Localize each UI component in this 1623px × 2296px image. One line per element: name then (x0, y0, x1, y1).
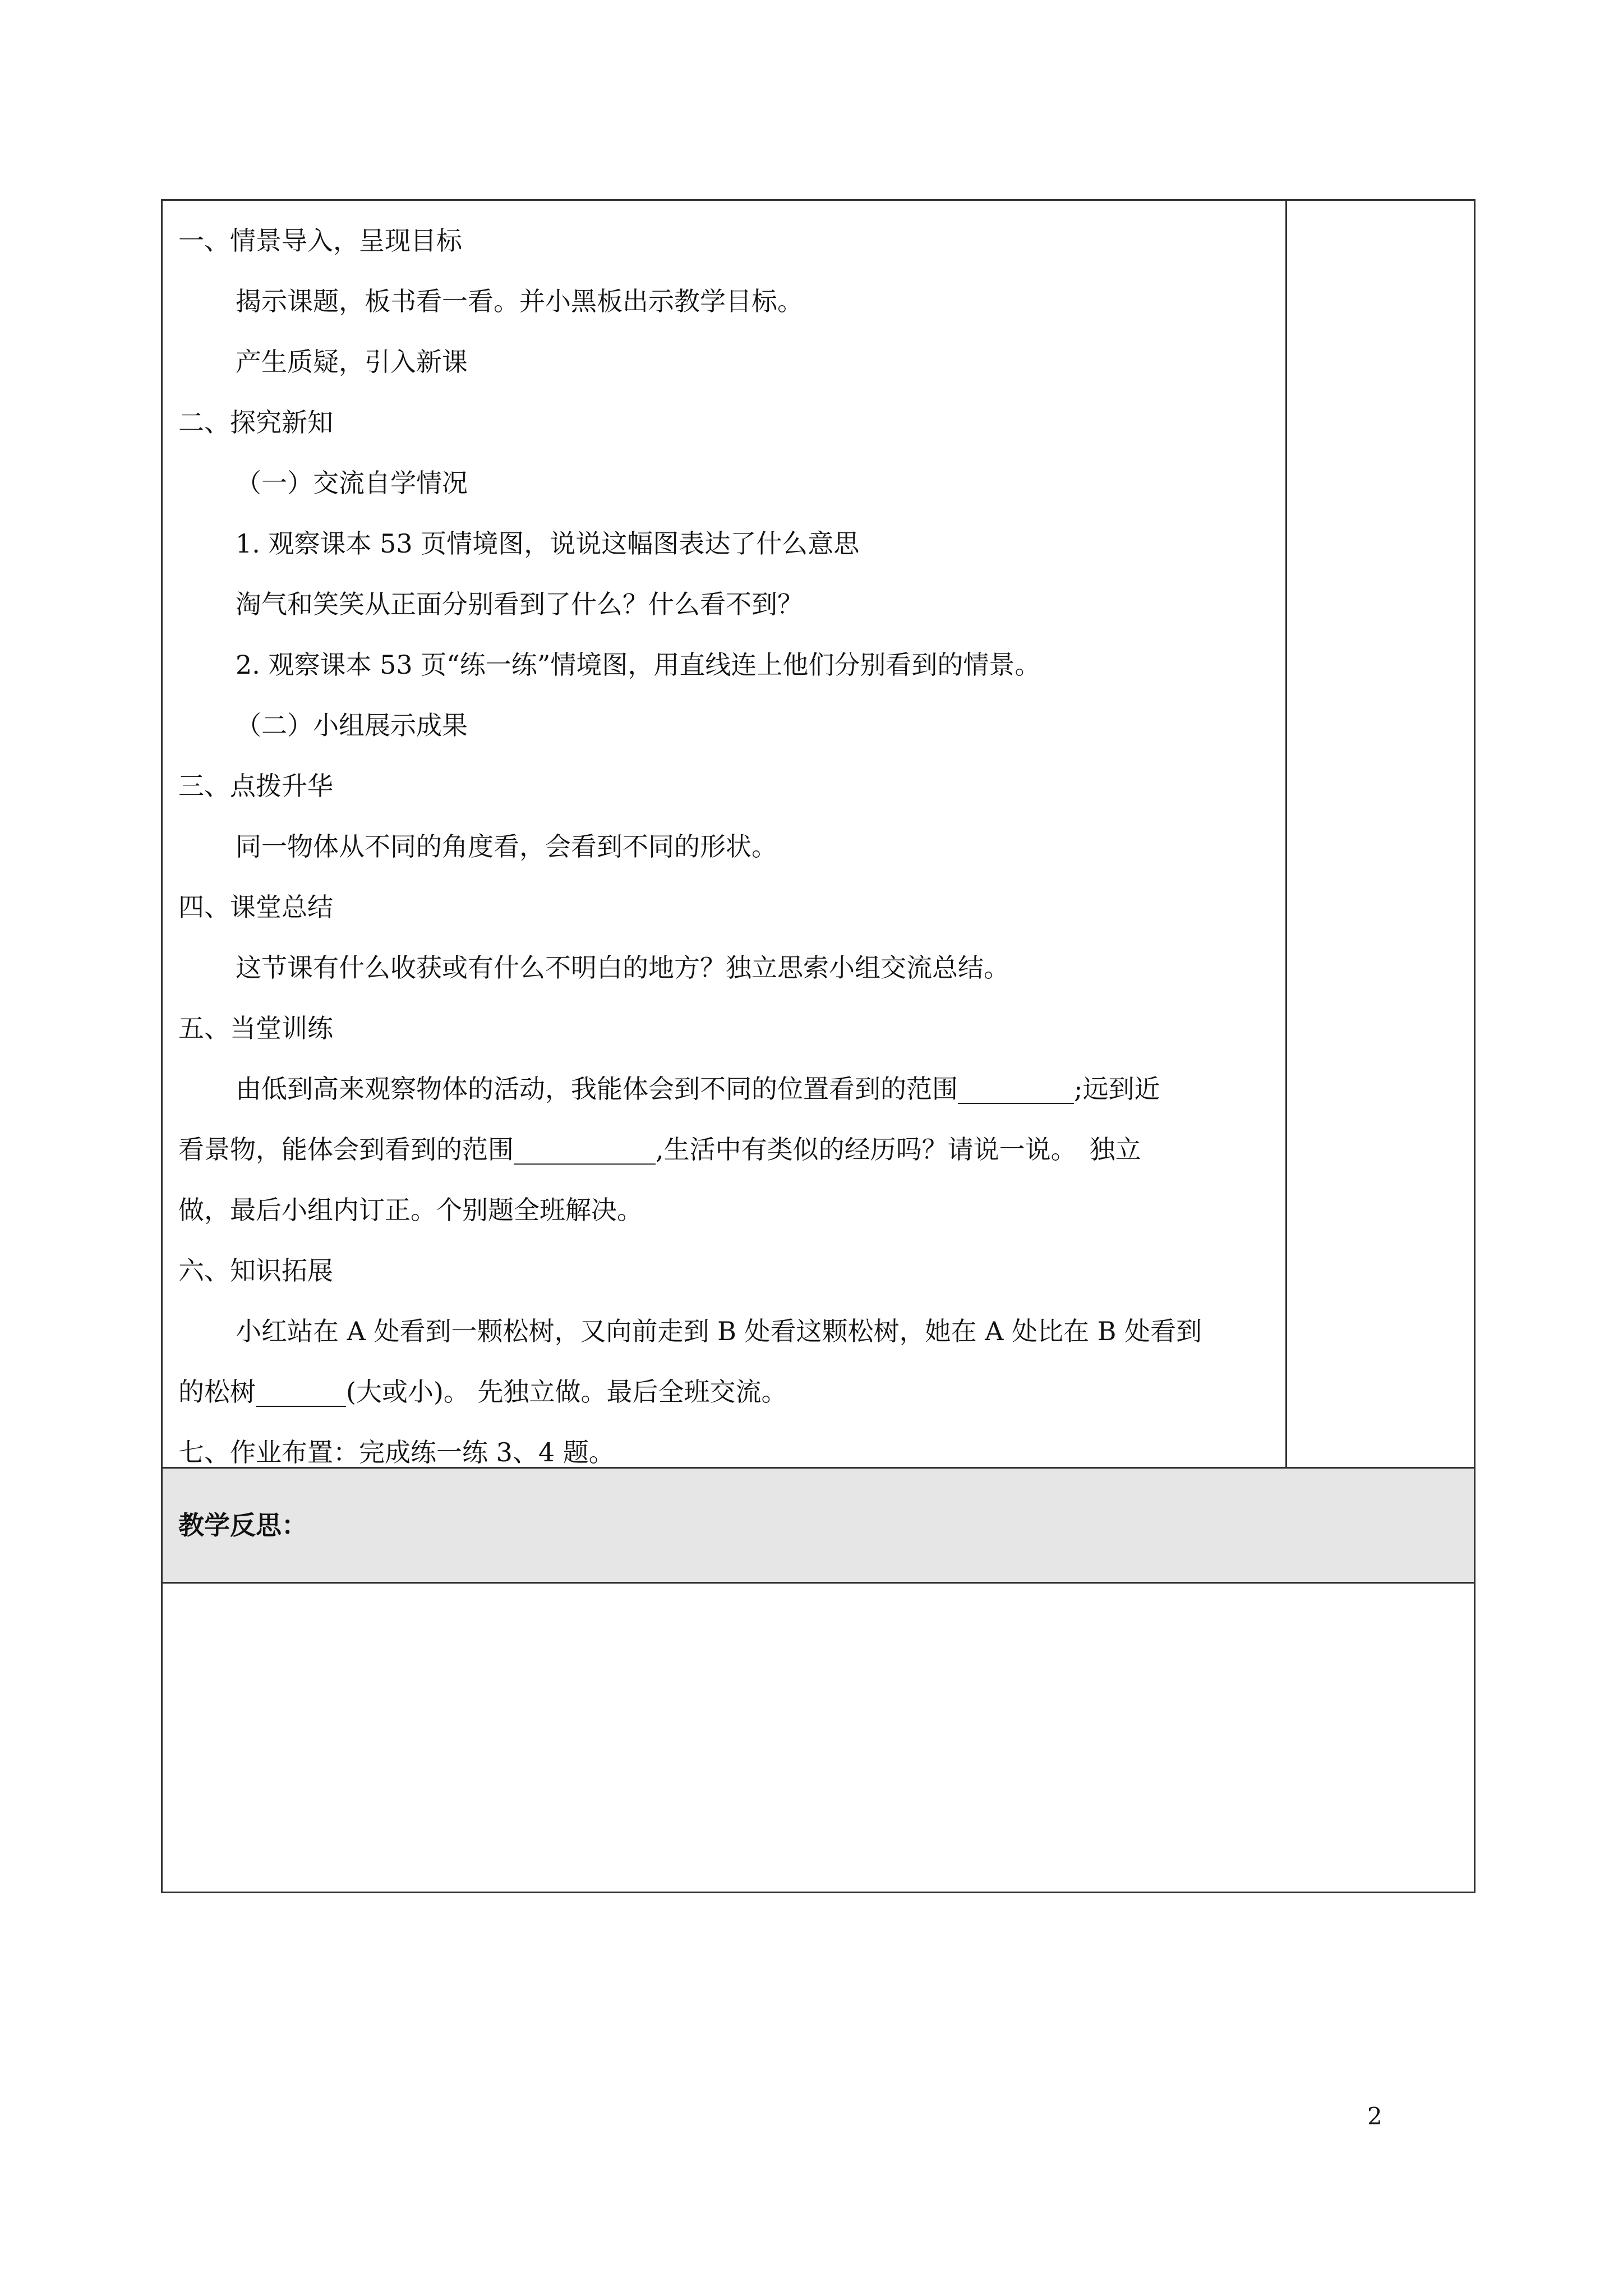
section-5-line-2: 看景物，能体会到看到的范围___________,生活中有类似的经历吗？请说一说。 独立 (178, 1134, 1141, 1165)
section-3-paragraph: 同一物体从不同的角度看，会看到不同的形状。 (236, 831, 777, 862)
section-4-paragraph: 这节课有什么收获或有什么不明白的地方？独立思索小组交流总结。 (236, 953, 1009, 983)
section-1-paragraph-1: 揭示课题，板书看一看。并小黑板出示教学目标。 (236, 286, 803, 316)
reflection-title: 教学反思： (178, 1510, 307, 1540)
reflection-body-cell (163, 1584, 1474, 1892)
section-5-line-3: 做，最后小组内订正。个别题全班解决。 (178, 1195, 643, 1225)
section-7-title: 七、作业布置：完成练一练 3、4 题。 (178, 1437, 615, 1467)
notes-column-cell (1287, 201, 1474, 1469)
section-6-line-2: 的松树_______(大或小)。 先独立做。最后全班交流。 (178, 1377, 787, 1407)
section-3-title: 三、点拨升华 (178, 771, 333, 801)
section-2-item-2: 2. 观察课本 53 页“练一练”情境图，用直线连上他们分别看到的情景。 (236, 650, 1041, 680)
section-6-line-1: 小红站在 A 处看到一颗松树，又向前走到 B 处看这颗松树，她在 A 处比在 B 处看到 (236, 1316, 1202, 1346)
section-6-title: 六、知识拓展 (178, 1255, 333, 1286)
lesson-plan-table (161, 199, 1476, 1893)
reflection-header-cell (163, 1469, 1474, 1584)
section-2-item-1: 1. 观察课本 53 页情境图，说说这幅图表达了什么意思 (236, 528, 860, 559)
teaching-process-cell (163, 201, 1287, 1469)
section-2-subtitle-1: （一）交流自学情况 (236, 468, 468, 498)
section-2-item-1-question: 淘气和笑笑从正面分别看到了什么？什么看不到？ (236, 589, 803, 619)
section-5-title: 五、当堂训练 (178, 1013, 333, 1043)
section-2-title: 二、探究新知 (178, 407, 333, 438)
section-2-subtitle-2: （二）小组展示成果 (236, 710, 468, 740)
section-4-title: 四、课堂总结 (178, 892, 333, 922)
section-1-paragraph-2: 产生质疑，引入新课 (236, 347, 468, 377)
page-number: 2 (1367, 2102, 1382, 2130)
section-1-title: 一、情景导入，呈现目标 (178, 226, 462, 256)
section-5-line-1: 由低到高来观察物体的活动，我能体会到不同的位置看到的范围_________;远到近 (236, 1074, 1160, 1104)
